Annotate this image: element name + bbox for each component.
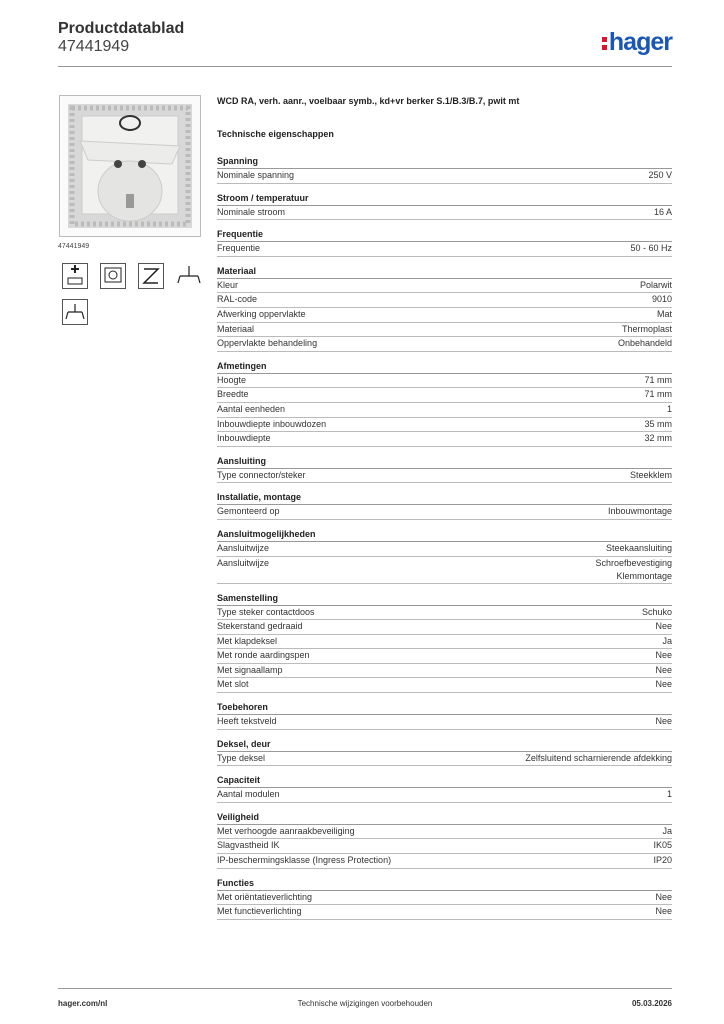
spec-row: [217, 891, 672, 906]
spec-value: Nee: [655, 650, 672, 661]
spec-section: [217, 454, 672, 484]
spec-row: [217, 293, 672, 308]
spec-row: [217, 374, 672, 389]
footer-website[interactable]: hager.com/nl: [58, 999, 108, 1008]
product-name: WCD RA, verh. aanr., voelbaar symb., kd+vr berker S.1/B.3/B.7, pwit mt: [217, 96, 520, 106]
section-title: Installatie, montage: [217, 490, 672, 505]
spec-row: [217, 542, 672, 557]
spec-row: [217, 678, 672, 693]
spec-label: Heeft tekstveld: [217, 716, 277, 727]
spec-label: Kleur: [217, 279, 239, 290]
section-title: Frequentie: [217, 227, 672, 242]
spec-row: [217, 169, 672, 184]
spec-row: [217, 206, 672, 221]
spec-section: [217, 191, 672, 221]
spec-label: Materiaal: [217, 323, 255, 334]
spec-value: Schroefbevestiging Klemmontage: [595, 557, 672, 581]
spec-value: IP20: [653, 855, 672, 866]
spec-label: Breedte: [217, 389, 249, 400]
spec-value: 71 mm: [644, 374, 672, 385]
spec-value: Inbouwmontage: [607, 506, 672, 517]
page-footer: [58, 988, 672, 1017]
spec-row: [217, 715, 672, 730]
spec-label: IP-beschermingsklasse (Ingress Protection): [217, 855, 392, 866]
spec-row: [217, 788, 672, 803]
section-title: Veiligheid: [217, 810, 672, 825]
spec-row: [217, 388, 672, 403]
spec-section: [217, 591, 672, 694]
spec-value: Schuko: [641, 606, 672, 617]
spec-label: Slagvastheid IK: [217, 840, 280, 851]
spec-row: [217, 337, 672, 352]
spec-row: [217, 606, 672, 621]
header-divider: [58, 66, 672, 67]
spec-label: Gemonteerd op: [217, 506, 280, 517]
spec-row: [217, 664, 672, 679]
spec-sheet: [217, 94, 672, 927]
zoom-icon: [138, 263, 164, 289]
spec-value: 32 mm: [644, 433, 672, 444]
spec-row: [217, 649, 672, 664]
spec-section: [217, 773, 672, 803]
spec-label: Aantal eenheden: [217, 403, 286, 414]
spec-row: [217, 279, 672, 294]
spec-value: Nee: [655, 906, 672, 917]
spec-label: Aansluitwijze: [217, 542, 270, 553]
spec-section: [217, 737, 672, 767]
section-title: Samenstelling: [217, 591, 672, 606]
spec-section: [217, 700, 672, 730]
section-title: Stroom / temperatuur: [217, 191, 672, 206]
hager-logo: hager: [602, 28, 672, 57]
spec-value: Mat: [656, 308, 672, 319]
switch-symbol-icon: [62, 299, 88, 325]
spec-label: Met oriëntatieverlichting: [217, 891, 313, 902]
spec-section: [217, 154, 672, 184]
spec-label: Aansluitwijze: [217, 557, 270, 568]
product-code: 47441949: [58, 38, 130, 55]
spec-section: [217, 490, 672, 520]
plus-box-icon: [62, 263, 88, 289]
spec-label: Inbouwdiepte inbouwdozen: [217, 418, 327, 429]
spec-label: Met ronde aardingspen: [217, 650, 310, 661]
earth-symbol-icon: [176, 263, 202, 289]
spec-label: Nominale spanning: [217, 170, 295, 180]
spec-row: [217, 905, 672, 920]
spec-value: Thermoplast: [621, 323, 672, 334]
spec-value: Onbehandeld: [617, 338, 672, 349]
spec-label: Aantal modulen: [217, 789, 280, 800]
spec-value: Zelfsluitend scharnierende afdekking: [525, 752, 672, 763]
spec-value: Ja: [662, 635, 672, 646]
spec-label: Hoogte: [217, 374, 247, 385]
spec-row: [217, 825, 672, 840]
spec-value: 250 V: [648, 170, 672, 180]
spec-value: Nee: [655, 621, 672, 632]
spec-label: RAL-code: [217, 294, 258, 305]
spec-value: 50 - 60 Hz: [630, 243, 672, 254]
spec-label: Afwerking oppervlakte: [217, 308, 306, 319]
spec-label: Inbouwdiepte: [217, 433, 271, 444]
image-caption: 47441949: [58, 243, 90, 250]
spec-value: Steekklem: [629, 469, 672, 480]
spec-value: 71 mm: [644, 389, 672, 400]
product-image: [59, 95, 201, 237]
spec-section: [217, 264, 672, 352]
section-title: Capaciteit: [217, 773, 672, 788]
spec-value: IK05: [653, 840, 672, 851]
spec-section: [217, 359, 672, 447]
spec-value: Ja: [662, 825, 672, 836]
section-title: Functies: [217, 876, 672, 891]
spec-value: 1: [666, 403, 672, 414]
spec-section: [217, 527, 672, 584]
spec-row: [217, 403, 672, 418]
spec-label: Oppervlakte behandeling: [217, 338, 318, 349]
spec-value: 9010: [651, 294, 672, 305]
spec-label: Type steker contactdoos: [217, 606, 315, 617]
section-title: Spanning: [217, 154, 672, 169]
tech-title: Technische eigenschappen: [217, 129, 334, 139]
spec-value: 35 mm: [644, 418, 672, 429]
spec-section: [217, 227, 672, 257]
spec-row: [217, 635, 672, 650]
spec-row: [217, 839, 672, 854]
spec-label: Type deksel: [217, 752, 266, 763]
spec-value: Nee: [655, 891, 672, 902]
section-title: Toebehoren: [217, 700, 672, 715]
spec-sections: [217, 154, 672, 920]
spec-row: [217, 432, 672, 447]
spec-row: [217, 242, 672, 257]
spec-value: Steekaansluiting: [605, 542, 672, 553]
spec-section: [217, 876, 672, 920]
spec-row: [217, 418, 672, 433]
spec-label: Type connector/steker: [217, 469, 306, 480]
spec-label: Met verhoogde aanraakbeveiliging: [217, 825, 355, 836]
spec-label: Met functieverlichting: [217, 906, 302, 917]
section-title: Materiaal: [217, 264, 672, 279]
spec-label: Frequentie: [217, 243, 261, 254]
section-title: Afmetingen: [217, 359, 672, 374]
spec-value: Nee: [655, 716, 672, 727]
spec-value: Polarwit: [639, 279, 672, 290]
spec-label: Nominale stroom: [217, 206, 286, 217]
spec-label: Met klapdeksel: [217, 635, 278, 646]
spec-section: [217, 810, 672, 869]
footer-date: 05.03.2026: [631, 999, 672, 1008]
footer-disclaimer: Technische wijzigingen voorbehouden: [297, 999, 433, 1008]
page-title: Productdatablad: [58, 20, 185, 37]
spec-row: [217, 854, 672, 869]
spec-value: Nee: [655, 679, 672, 690]
spec-label: Stekerstand gedraaid: [217, 621, 303, 632]
spec-value: 16 A: [653, 206, 672, 217]
section-title: Deksel, deur: [217, 737, 672, 752]
page-header: [58, 20, 672, 56]
spec-row: [217, 308, 672, 323]
spec-value: 1: [666, 789, 672, 800]
section-title: Aansluiting: [217, 454, 672, 469]
spec-row: [217, 557, 672, 584]
spec-value: Nee: [655, 664, 672, 675]
spec-label: Met signaallamp: [217, 664, 283, 675]
spec-row: [217, 505, 672, 520]
spec-row: [217, 323, 672, 338]
spec-row: [217, 752, 672, 767]
spec-label: Met slot: [217, 679, 249, 690]
spec-row: [217, 620, 672, 635]
spec-row: [217, 469, 672, 484]
socket-icon: [100, 263, 126, 289]
section-title: Aansluitmogelijkheden: [217, 527, 672, 542]
